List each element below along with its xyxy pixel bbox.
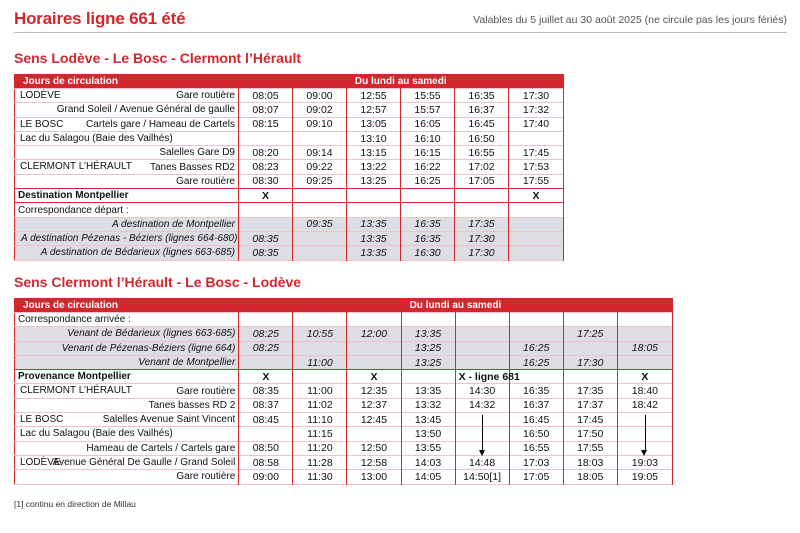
stop-cell bbox=[15, 217, 239, 231]
departure-time: 13:32 bbox=[401, 398, 455, 412]
stop-cell bbox=[15, 327, 239, 341]
departure-time: 12:50 bbox=[347, 441, 401, 455]
departure-time: 11:10 bbox=[293, 413, 347, 427]
timetable-row bbox=[15, 117, 564, 131]
departure-time: 13:25 bbox=[347, 174, 401, 188]
town-name: LODÈVE bbox=[20, 456, 61, 468]
departure-time: 17:02 bbox=[455, 160, 509, 174]
departure-time: 16:35 bbox=[509, 384, 563, 398]
service-mark bbox=[401, 189, 455, 203]
stop-cell bbox=[15, 117, 239, 131]
departure-time: 18:42 bbox=[617, 398, 672, 412]
departure-time: 17:50 bbox=[563, 427, 617, 441]
departure-time: 08:45 bbox=[239, 413, 293, 427]
departure-time: 16:15 bbox=[401, 146, 455, 160]
stop-name: Tanes basses RD 2 bbox=[148, 399, 236, 411]
stop-name: Salelles Gare D9 bbox=[159, 147, 235, 159]
departure-time: 12:57 bbox=[347, 103, 401, 117]
stop-cell bbox=[15, 355, 239, 369]
connection-arrival-row bbox=[15, 313, 673, 327]
service-mark: X bbox=[509, 189, 564, 203]
departure-time: 16:55 bbox=[509, 441, 563, 455]
departure-time: 13:10 bbox=[347, 131, 401, 145]
stop-cell bbox=[15, 174, 239, 188]
departure-time: 18:05 bbox=[563, 470, 617, 484]
page-title: Horaires ligne 661 été bbox=[14, 9, 186, 28]
empty-cell bbox=[401, 203, 455, 217]
departure-time: 15:57 bbox=[401, 103, 455, 117]
service-mark bbox=[293, 370, 347, 384]
connection-departure-row bbox=[15, 203, 564, 217]
origin-row-label: Provenance Montpellier bbox=[15, 370, 239, 384]
departure-time: 09:00 bbox=[293, 89, 347, 103]
validity-note: Valables du 5 juillet au 30 août 2025 (ne circule pas les jours fériés) bbox=[473, 14, 787, 26]
departure-time: 14:48 bbox=[455, 455, 509, 469]
stop-name: Avenue Général De Gaulle / Grand Soleil bbox=[52, 457, 236, 469]
departure-time bbox=[563, 341, 617, 355]
empty-cell bbox=[239, 313, 293, 327]
departure-time bbox=[293, 341, 347, 355]
departure-time: 17:30 bbox=[455, 246, 509, 260]
departure-time: 09:25 bbox=[293, 174, 347, 188]
timetable-row bbox=[15, 89, 564, 103]
departure-time bbox=[239, 217, 293, 231]
connection-row bbox=[15, 341, 673, 355]
empty-cell bbox=[293, 203, 347, 217]
days-label: Jours de circulation bbox=[23, 300, 119, 311]
departure-time bbox=[617, 355, 672, 369]
departure-time: 08:15 bbox=[239, 117, 293, 131]
stop-name: Tanes Basses RD2 bbox=[149, 161, 235, 173]
departure-time: 11:00 bbox=[293, 355, 347, 369]
departure-time: 13:25 bbox=[401, 355, 455, 369]
stop-name: Venant de Montpellier bbox=[138, 357, 236, 369]
departure-time: 09:00 bbox=[239, 470, 293, 484]
departure-time: 16:22 bbox=[401, 160, 455, 174]
departure-time: 16:50 bbox=[455, 131, 509, 145]
days-header-row bbox=[15, 75, 564, 89]
departure-time: 17:45 bbox=[509, 146, 564, 160]
departure-time bbox=[455, 341, 509, 355]
departure-time bbox=[455, 327, 509, 341]
departure-time: 17:45 bbox=[563, 413, 617, 427]
departure-time: 16:10 bbox=[401, 131, 455, 145]
stop-cell bbox=[15, 398, 239, 412]
departure-time: 13:35 bbox=[401, 384, 455, 398]
stop-name: Venant de Pézenas-Béziers (ligne 664) bbox=[61, 342, 236, 354]
departure-time: 08:58 bbox=[239, 455, 293, 469]
origin-row bbox=[15, 370, 673, 384]
stop-cell bbox=[15, 441, 239, 455]
departure-time: 14:05 bbox=[401, 470, 455, 484]
timetable-row bbox=[15, 441, 673, 455]
departure-time bbox=[239, 131, 293, 145]
departure-time: 08:35 bbox=[239, 231, 293, 245]
timetable-row bbox=[15, 455, 673, 469]
stop-name: Hameau de Cartels / Cartels gare bbox=[86, 442, 236, 454]
empty-cell bbox=[347, 203, 401, 217]
empty-cell bbox=[239, 203, 293, 217]
empty-cell bbox=[455, 203, 509, 217]
departure-time: 14:03 bbox=[401, 455, 455, 469]
departure-time: 17:35 bbox=[563, 384, 617, 398]
departure-time: 17:05 bbox=[455, 174, 509, 188]
departure-time: 16:25 bbox=[509, 341, 563, 355]
service-mark: X - ligne 681 bbox=[455, 370, 509, 384]
stop-name: Salelles Avenue Saint Vincent bbox=[102, 414, 236, 426]
departure-time: 13:05 bbox=[347, 117, 401, 131]
service-mark: X bbox=[239, 189, 293, 203]
days-value: Du lundi au samedi bbox=[354, 76, 447, 87]
departure-time: 16:45 bbox=[509, 413, 563, 427]
departure-time: 16:37 bbox=[455, 103, 509, 117]
departure-time: 10:55 bbox=[293, 327, 347, 341]
connection-row bbox=[15, 355, 673, 369]
stop-cell bbox=[15, 131, 239, 145]
departure-time bbox=[347, 427, 401, 441]
departure-time: 16:45 bbox=[455, 117, 509, 131]
departure-time: 13:25 bbox=[401, 341, 455, 355]
service-mark bbox=[347, 189, 401, 203]
departure-time bbox=[293, 131, 347, 145]
departure-time: 13:15 bbox=[347, 146, 401, 160]
departure-time bbox=[509, 217, 564, 231]
departure-time bbox=[509, 327, 563, 341]
departure-time bbox=[617, 327, 672, 341]
days-value: Du lundi au samedi bbox=[409, 300, 502, 311]
timetable-row bbox=[15, 131, 564, 145]
timetable-row bbox=[15, 413, 673, 427]
timetable-row bbox=[15, 384, 673, 398]
departure-time: 09:14 bbox=[293, 146, 347, 160]
stop-cell bbox=[15, 231, 239, 245]
departure-time bbox=[347, 355, 401, 369]
service-mark: X bbox=[347, 370, 401, 384]
departure-time: 08:50 bbox=[239, 441, 293, 455]
service-mark bbox=[401, 370, 455, 384]
departure-time: 16:05 bbox=[401, 117, 455, 131]
departure-time: 11:28 bbox=[293, 455, 347, 469]
town-name: Lac du Salagou (Baie des Vailhés) bbox=[20, 428, 173, 440]
stop-cell bbox=[15, 103, 239, 117]
connection-row bbox=[15, 231, 564, 245]
town-name: LE BOSC bbox=[20, 414, 64, 426]
departure-time bbox=[293, 231, 347, 245]
departure-time: 13:35 bbox=[347, 217, 401, 231]
connection-arrival-row-label: Correspondance arrivée : bbox=[15, 313, 239, 327]
departure-time: 08:05 bbox=[239, 89, 293, 103]
timetable-row bbox=[15, 146, 564, 160]
departure-time: 09:22 bbox=[293, 160, 347, 174]
departure-time: 17:25 bbox=[563, 327, 617, 341]
stop-name: Gare routière bbox=[176, 90, 235, 102]
timetable-row bbox=[15, 174, 564, 188]
departure-time: 18:05 bbox=[617, 341, 672, 355]
stop-cell bbox=[15, 455, 239, 469]
destination-row-label: Destination Montpellier bbox=[15, 189, 239, 203]
departure-time: 17:55 bbox=[563, 441, 617, 455]
empty-cell bbox=[347, 313, 401, 327]
departure-time: 12:55 bbox=[347, 89, 401, 103]
timetable-row bbox=[15, 103, 564, 117]
stop-cell bbox=[15, 89, 239, 103]
departure-time bbox=[509, 246, 564, 260]
departure-time: 18:03 bbox=[563, 455, 617, 469]
departure-time: 17:40 bbox=[509, 117, 564, 131]
departure-time: 17:30 bbox=[509, 89, 564, 103]
departure-time: 09:10 bbox=[293, 117, 347, 131]
departure-time: 17:37 bbox=[563, 398, 617, 412]
departure-time: 14:30 bbox=[455, 384, 509, 398]
stop-name: Gare routière bbox=[176, 471, 236, 483]
departure-time: 14:50[1] bbox=[455, 470, 509, 484]
departure-time: 16:30 bbox=[401, 246, 455, 260]
empty-cell bbox=[455, 313, 509, 327]
departure-time bbox=[509, 231, 564, 245]
departure-time: 19:03 bbox=[617, 455, 672, 469]
service-mark bbox=[455, 189, 509, 203]
departure-time bbox=[509, 131, 564, 145]
departure-time: 16:55 bbox=[455, 146, 509, 160]
departure-time: 08:35 bbox=[239, 246, 293, 260]
departure-time: 11:00 bbox=[293, 384, 347, 398]
stop-cell bbox=[15, 427, 239, 441]
timetable-clermont-lodeve bbox=[14, 298, 673, 485]
departure-time: 12:58 bbox=[347, 455, 401, 469]
stop-name: Gare routière bbox=[176, 175, 235, 187]
departure-time: 13:50 bbox=[401, 427, 455, 441]
stop-cell bbox=[15, 384, 239, 398]
departure-time: 16:35 bbox=[401, 217, 455, 231]
departure-time: 11:30 bbox=[293, 470, 347, 484]
departure-time: 17:53 bbox=[509, 160, 564, 174]
destination-row bbox=[15, 189, 564, 203]
timetable-row bbox=[15, 160, 564, 174]
departure-time: 13:00 bbox=[347, 470, 401, 484]
departure-time bbox=[347, 341, 401, 355]
connection-departure-row-label: Correspondance départ : bbox=[15, 203, 239, 217]
service-mark bbox=[563, 370, 617, 384]
departure-time: 12:45 bbox=[347, 413, 401, 427]
departure-time bbox=[455, 355, 509, 369]
departure-time: 14:32 bbox=[455, 398, 509, 412]
town-name: LODÈVE bbox=[20, 90, 61, 101]
departure-time: 15:55 bbox=[401, 89, 455, 103]
town-name: CLERMONT L’HÉRAULT bbox=[20, 385, 132, 397]
stop-cell bbox=[15, 470, 239, 484]
town-name: Lac du Salagou (Baie des Vailhés) bbox=[20, 132, 173, 144]
timetable-row bbox=[15, 470, 673, 484]
empty-cell bbox=[617, 313, 672, 327]
departure-time: 16:50 bbox=[509, 427, 563, 441]
stop-name: A destination de Bédarieux (lignes 663-685) bbox=[40, 247, 235, 259]
departure-time: 13:35 bbox=[401, 327, 455, 341]
departure-time: 08:23 bbox=[239, 160, 293, 174]
service-mark bbox=[293, 189, 347, 203]
connection-row bbox=[15, 217, 564, 231]
departure-time: 11:20 bbox=[293, 441, 347, 455]
section-title-clermont-lodeve: Sens Clermont l’Hérault - Le Bosc - Lodève bbox=[14, 274, 302, 290]
stop-name: A destination de Montpellier bbox=[111, 218, 235, 230]
departure-time: 12:35 bbox=[347, 384, 401, 398]
timetable-lodeve-clermont bbox=[14, 74, 564, 261]
departure-time bbox=[239, 427, 293, 441]
connection-row bbox=[15, 327, 673, 341]
departure-time bbox=[239, 355, 293, 369]
timetable-row bbox=[15, 427, 673, 441]
departure-time: 12:37 bbox=[347, 398, 401, 412]
departure-time: 16:35 bbox=[401, 231, 455, 245]
departure-time: 17:05 bbox=[509, 470, 563, 484]
departure-time: 17:32 bbox=[509, 103, 564, 117]
days-header-row bbox=[15, 299, 673, 313]
departure-time: 09:35 bbox=[293, 217, 347, 231]
departure-time: 16:35 bbox=[455, 89, 509, 103]
departure-time bbox=[617, 413, 672, 427]
stop-name: Venant de Bédarieux (lignes 663-685) bbox=[67, 328, 236, 340]
departure-time: 13:45 bbox=[401, 413, 455, 427]
departure-time: 08:25 bbox=[239, 327, 293, 341]
departure-time: 13:35 bbox=[347, 246, 401, 260]
empty-cell bbox=[563, 313, 617, 327]
stop-cell bbox=[15, 246, 239, 260]
departure-time: 11:15 bbox=[293, 427, 347, 441]
departure-time: 17:30 bbox=[455, 231, 509, 245]
stop-cell bbox=[15, 413, 239, 427]
down-arrow-icon bbox=[479, 450, 485, 456]
stop-name: Cartels gare / Hameau de Cartels bbox=[86, 118, 235, 130]
empty-cell bbox=[401, 313, 455, 327]
departure-time: 16:37 bbox=[509, 398, 563, 412]
down-arrow-icon bbox=[641, 450, 647, 456]
departure-time: 16:25 bbox=[401, 174, 455, 188]
departure-time: 11:02 bbox=[293, 398, 347, 412]
departure-time: 13:55 bbox=[401, 441, 455, 455]
departure-time: 08:35 bbox=[239, 384, 293, 398]
service-mark: X bbox=[617, 370, 672, 384]
departure-time: 17:03 bbox=[509, 455, 563, 469]
continuation-line bbox=[645, 415, 646, 451]
stop-name: Grand Soleil / Avenue Général de gaulle bbox=[56, 104, 235, 116]
departure-time: 08:37 bbox=[239, 398, 293, 412]
departure-time: 17:35 bbox=[455, 217, 509, 231]
departure-time: 16:25 bbox=[509, 355, 563, 369]
departure-time: 17:55 bbox=[509, 174, 564, 188]
departure-time: 13:22 bbox=[347, 160, 401, 174]
departure-time bbox=[455, 413, 509, 427]
departure-time: 19:05 bbox=[617, 470, 672, 484]
empty-cell bbox=[509, 203, 564, 217]
departure-time: 09:02 bbox=[293, 103, 347, 117]
town-name: CLERMONT L’HÉRAULT bbox=[20, 161, 132, 173]
stop-cell bbox=[15, 160, 239, 174]
town-name: LE BOSC bbox=[20, 118, 64, 130]
days-label: Jours de circulation bbox=[23, 76, 119, 87]
stop-cell bbox=[15, 341, 239, 355]
continuation-line bbox=[482, 415, 483, 451]
stop-name: Gare routière bbox=[176, 385, 236, 397]
departure-time bbox=[293, 246, 347, 260]
timetable-row bbox=[15, 398, 673, 412]
empty-cell bbox=[293, 313, 347, 327]
service-mark: X bbox=[239, 370, 293, 384]
stop-cell bbox=[15, 146, 239, 160]
departure-time: 12:00 bbox=[347, 327, 401, 341]
stop-name: A destination Pézenas - Béziers (lignes 664-680) bbox=[21, 233, 238, 245]
departure-time: 08:07 bbox=[239, 103, 293, 117]
departure-time: 08:25 bbox=[239, 341, 293, 355]
footnote: [1] continu en direction de Millau bbox=[14, 499, 136, 509]
empty-cell bbox=[509, 313, 563, 327]
departure-time: 08:30 bbox=[239, 174, 293, 188]
departure-time: 17:30 bbox=[563, 355, 617, 369]
departure-time: 13:35 bbox=[347, 231, 401, 245]
title-divider bbox=[14, 32, 787, 33]
connection-row bbox=[15, 246, 564, 260]
departure-time: 08:20 bbox=[239, 146, 293, 160]
section-title-lodeve-clermont: Sens Lodève - Le Bosc - Clermont l’Hérault bbox=[14, 50, 302, 66]
departure-time: 18:40 bbox=[617, 384, 672, 398]
